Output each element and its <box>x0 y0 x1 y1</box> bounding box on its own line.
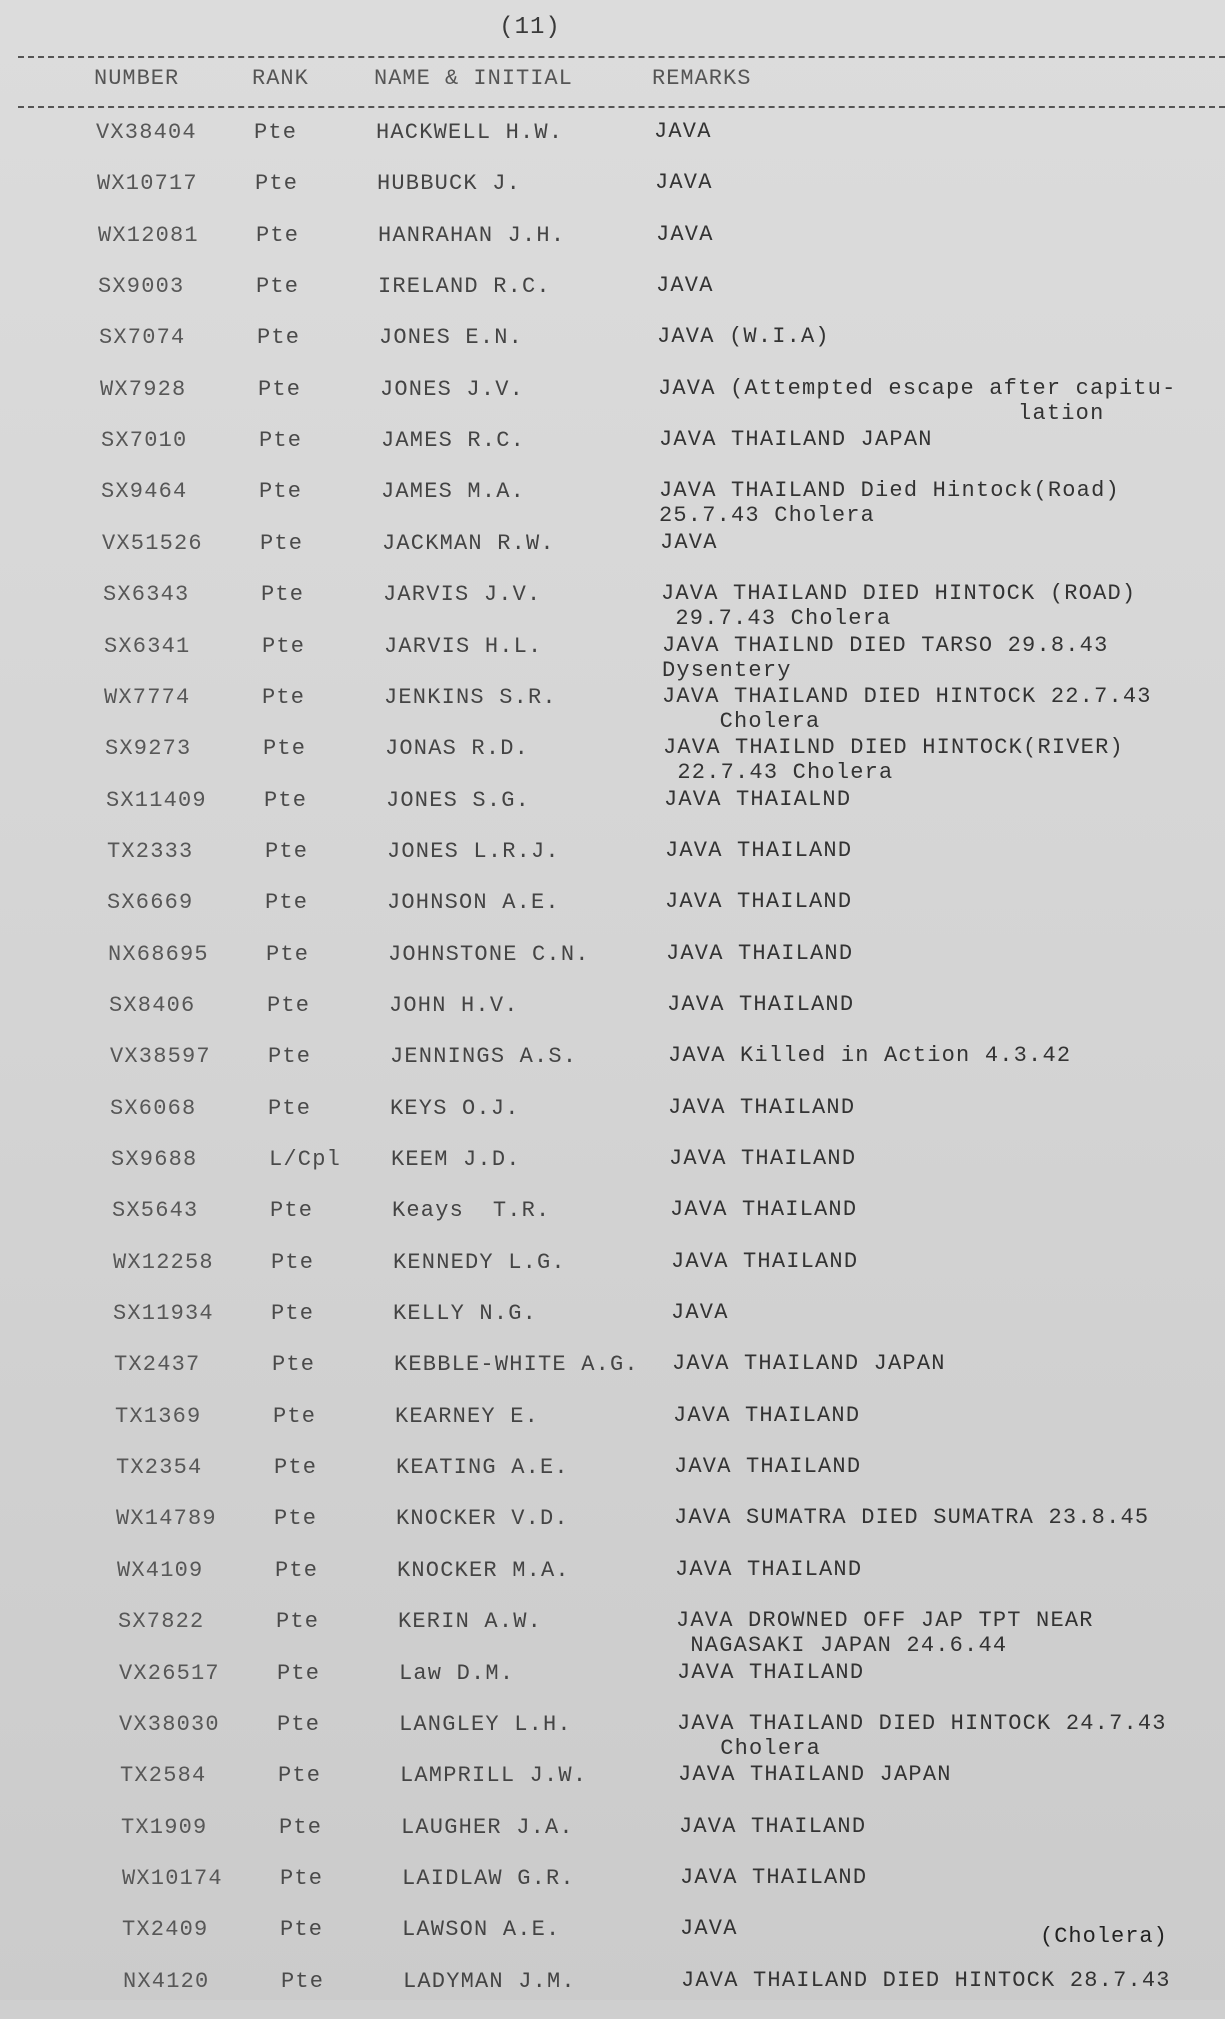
list-item <box>0 1198 1225 1248</box>
list-item <box>0 428 1225 478</box>
service-number: SX6669 <box>107 890 194 915</box>
name-initial: LANGLEY L.H. <box>399 1712 572 1737</box>
name-initial: JONES J.V. <box>380 377 525 402</box>
list-item <box>0 1096 1225 1146</box>
name-initial: IRELAND R.C. <box>378 274 551 299</box>
name-initial: KENNEDY L.G. <box>393 1250 566 1275</box>
remarks: JAVA THAILAND JAPAN <box>659 427 933 452</box>
service-number: SX9464 <box>101 479 188 504</box>
remarks: JAVA SUMATRA DIED SUMATRA 23.8.45 <box>674 1505 1150 1530</box>
service-number: TX2333 <box>107 839 194 864</box>
remarks: JAVA THAILAND <box>667 992 855 1017</box>
rank: Pte <box>280 1866 324 1891</box>
service-number: TX1369 <box>115 1404 202 1429</box>
rank: Pte <box>279 1815 323 1840</box>
service-number: WX4109 <box>117 1558 204 1583</box>
list-item <box>0 839 1225 889</box>
remarks: JAVA THAILAND <box>666 941 854 966</box>
rank: Pte <box>276 1609 320 1634</box>
rank: Pte <box>262 634 306 659</box>
service-number: WX12258 <box>113 1250 214 1275</box>
col-header-rank: RANK <box>252 66 309 91</box>
rank: Pte <box>259 428 303 453</box>
list-item <box>0 1404 1225 1454</box>
list-item <box>0 1609 1225 1659</box>
name-initial: HACKWELL H.W. <box>376 120 564 145</box>
name-initial: LAIDLAW G.R. <box>402 1866 575 1891</box>
list-item <box>0 1558 1225 1608</box>
list-item <box>0 736 1225 786</box>
service-number: TX2584 <box>120 1763 207 1788</box>
service-number: WX12081 <box>98 223 199 248</box>
remarks: JAVA <box>660 530 718 555</box>
remarks: JAVA <box>656 273 714 298</box>
remarks: JAVA <box>656 222 714 247</box>
service-number: SX9273 <box>105 736 192 761</box>
rank: Pte <box>254 120 298 145</box>
list-item <box>0 582 1225 632</box>
rank: Pte <box>256 223 300 248</box>
name-initial: JONAS R.D. <box>385 736 530 761</box>
remarks: JAVA THAILAND JAPAN <box>672 1351 946 1376</box>
service-number: TX2354 <box>116 1455 203 1480</box>
name-initial: JOHNSTONE C.N. <box>388 942 590 967</box>
remarks: JAVA THAILAND <box>677 1660 865 1685</box>
name-initial: KNOCKER V.D. <box>396 1506 569 1531</box>
rank: Pte <box>274 1506 318 1531</box>
rank: Pte <box>266 942 310 967</box>
service-number: SX6068 <box>110 1096 197 1121</box>
service-number: NX4120 <box>123 1969 210 1994</box>
rank: Pte <box>256 274 300 299</box>
remarks: JAVA THAILND DIED TARSO 29.8.43 Dysentery <box>662 633 1109 683</box>
list-item <box>0 1352 1225 1402</box>
header-top-rule <box>18 56 1225 58</box>
name-initial: JONES S.G. <box>386 788 531 813</box>
list-item <box>0 1455 1225 1505</box>
service-number: VX38404 <box>96 120 197 145</box>
remarks: JAVA THAILAND DIED HINTOCK 28.7.43 <box>681 1968 1171 1993</box>
service-number: WX14789 <box>116 1506 217 1531</box>
rank: Pte <box>268 1096 312 1121</box>
header-bottom-rule <box>18 106 1225 108</box>
name-initial: LAUGHER J.A. <box>401 1815 574 1840</box>
rank: Pte <box>259 479 303 504</box>
remarks: JAVA THAILAND Died Hintock(Road) 25.7.43 Cholera <box>659 478 1120 528</box>
remarks: JAVA THAILAND JAPAN <box>678 1762 952 1787</box>
remarks: JAVA (W.I.A) <box>657 324 830 349</box>
list-item <box>0 1712 1225 1762</box>
service-number: WX10174 <box>122 1866 223 1891</box>
remarks: JAVA THAILAND <box>669 1146 857 1171</box>
name-initial: LADYMAN J.M. <box>403 1969 576 1994</box>
name-initial: JENKINS S.R. <box>384 685 557 710</box>
name-initial: JONES L.R.J. <box>387 839 560 864</box>
list-item <box>0 1147 1225 1197</box>
service-number: WX7928 <box>100 377 187 402</box>
page-number: (11) <box>499 14 561 41</box>
list-item <box>0 942 1225 992</box>
rank: Pte <box>262 685 306 710</box>
service-number: VX38597 <box>110 1044 211 1069</box>
name-initial: KEATING A.E. <box>396 1455 569 1480</box>
name-initial: LAWSON A.E. <box>402 1917 561 1942</box>
service-number: SX6341 <box>104 634 191 659</box>
name-initial: JOHN H.V. <box>389 993 519 1018</box>
list-item <box>0 274 1225 324</box>
remarks: JAVA THAILAND <box>668 1095 856 1120</box>
remarks: JAVA THAILND DIED HINTOCK(RIVER) 22.7.43 Cholera <box>663 735 1124 785</box>
list-item <box>0 1301 1225 1351</box>
service-number: SX9003 <box>98 274 185 299</box>
service-number: SX7010 <box>101 428 188 453</box>
list-item <box>0 223 1225 273</box>
rank: Pte <box>255 171 299 196</box>
remarks: JAVA THAILAND <box>665 838 853 863</box>
remarks: JAVA THAILAND DIED HINTOCK (ROAD) 29.7.43 Cholera <box>661 581 1137 631</box>
name-initial: JOHNSON A.E. <box>387 890 560 915</box>
rank: Pte <box>261 582 305 607</box>
rank: Pte <box>274 1455 318 1480</box>
service-number: TX2409 <box>122 1917 209 1942</box>
name-initial: KEYS O.J. <box>390 1096 520 1121</box>
name-initial: KNOCKER M.A. <box>397 1558 570 1583</box>
service-number: VX38030 <box>119 1712 220 1737</box>
remarks: JAVA THAILAND <box>679 1814 867 1839</box>
service-number: SX5643 <box>112 1198 199 1223</box>
col-header-name: NAME & INITIAL <box>374 66 573 91</box>
rank: Pte <box>265 839 309 864</box>
name-initial: JACKMAN R.W. <box>382 531 555 556</box>
col-header-remarks: REMARKS <box>652 66 752 91</box>
name-initial: KEARNEY E. <box>395 1404 540 1429</box>
list-item <box>0 788 1225 838</box>
name-initial: JAMES R.C. <box>381 428 526 453</box>
col-header-number: NUMBER <box>94 66 180 91</box>
name-initial: JENNINGS A.S. <box>390 1044 578 1069</box>
list-item <box>0 1506 1225 1556</box>
service-number: SX9688 <box>111 1147 198 1172</box>
remarks: JAVA <box>680 1916 738 1941</box>
remarks: JAVA THAILAND <box>673 1403 861 1428</box>
list-item <box>0 1044 1225 1094</box>
service-number: SX11409 <box>106 788 207 813</box>
name-initial: JARVIS J.V. <box>383 582 542 607</box>
name-initial: JARVIS H.L. <box>384 634 543 659</box>
rank: L/Cpl <box>269 1147 342 1172</box>
remarks: JAVA THAILAND DIED HINTOCK 24.7.43 Cholera <box>677 1711 1167 1761</box>
service-number: SX6343 <box>103 582 190 607</box>
service-number: SX11934 <box>113 1301 214 1326</box>
service-number: TX1909 <box>121 1815 208 1840</box>
remarks: JAVA <box>671 1300 729 1325</box>
list-item <box>0 1815 1225 1865</box>
service-number: WX7774 <box>104 685 191 710</box>
rank: Pte <box>272 1352 316 1377</box>
service-number: NX68695 <box>108 942 209 967</box>
service-number: WX10717 <box>97 171 198 196</box>
name-initial: Keays T.R. <box>392 1198 551 1223</box>
rank: Pte <box>270 1198 314 1223</box>
rank: Pte <box>281 1969 325 1994</box>
remarks: JAVA THAILAND <box>675 1557 863 1582</box>
rank: Pte <box>258 377 302 402</box>
list-item <box>0 993 1225 1043</box>
remarks: JAVA THAILAND <box>665 889 853 914</box>
remarks: JAVA (Attempted escape after capitu- lation <box>658 376 1177 426</box>
remarks: JAVA THAILAND <box>680 1865 868 1890</box>
rank: Pte <box>278 1763 322 1788</box>
rank: Pte <box>265 890 309 915</box>
remarks: JAVA THAILAND <box>671 1249 859 1274</box>
name-initial: JAMES M.A. <box>381 479 526 504</box>
rank: Pte <box>264 788 308 813</box>
rank: Pte <box>263 736 307 761</box>
rank: Pte <box>277 1661 321 1686</box>
list-item <box>0 479 1225 529</box>
list-item <box>0 377 1225 427</box>
rank: Pte <box>280 1917 324 1942</box>
list-item <box>0 1250 1225 1300</box>
remarks: JAVA DROWNED OFF JAP TPT NEAR NAGASAKI JAPAN 24.6.44 <box>676 1608 1094 1658</box>
remarks: JAVA THAILAND <box>674 1454 862 1479</box>
list-item <box>0 634 1225 684</box>
name-initial: LAMPRILL J.W. <box>400 1763 588 1788</box>
rank: Pte <box>271 1301 315 1326</box>
name-initial: KEBBLE-WHITE A.G. <box>394 1352 639 1377</box>
list-item <box>0 1763 1225 1813</box>
name-initial: KEEM J.D. <box>391 1147 521 1172</box>
rank: Pte <box>268 1044 312 1069</box>
remarks: JAVA THAILAND DIED HINTOCK 22.7.43 Cholera <box>662 684 1152 734</box>
rank: Pte <box>275 1558 319 1583</box>
remarks: JAVA Killed in Action 4.3.42 <box>668 1043 1072 1068</box>
name-initial: KERIN A.W. <box>398 1609 543 1634</box>
service-number: VX51526 <box>102 531 203 556</box>
service-number: VX26517 <box>119 1661 220 1686</box>
name-initial: KELLY N.G. <box>393 1301 538 1326</box>
list-item <box>0 120 1225 170</box>
service-number: SX7822 <box>118 1609 205 1634</box>
list-item <box>0 890 1225 940</box>
name-initial: HANRAHAN J.H. <box>378 223 566 248</box>
rank: Pte <box>277 1712 321 1737</box>
list-item <box>0 325 1225 375</box>
rank: Pte <box>273 1404 317 1429</box>
service-number: SX8406 <box>109 993 196 1018</box>
service-number: TX2437 <box>114 1352 201 1377</box>
rank: Pte <box>260 531 304 556</box>
list-item <box>0 171 1225 221</box>
name-initial: Law D.M. <box>399 1661 515 1686</box>
list-item <box>0 1969 1225 2019</box>
list-item <box>0 1866 1225 1916</box>
cholera-note: (Cholera) <box>1040 1924 1168 1949</box>
rank: Pte <box>267 993 311 1018</box>
remarks: JAVA THAIALND <box>664 787 852 812</box>
rank: Pte <box>257 325 301 350</box>
name-initial: JONES E.N. <box>379 325 524 350</box>
list-item <box>0 531 1225 581</box>
remarks: JAVA <box>654 119 712 144</box>
service-number: SX7074 <box>99 325 186 350</box>
list-item <box>0 685 1225 735</box>
remarks: JAVA <box>655 170 713 195</box>
list-item <box>0 1661 1225 1711</box>
name-initial: HUBBUCK J. <box>377 171 522 196</box>
remarks: JAVA THAILAND <box>670 1197 858 1222</box>
rank: Pte <box>271 1250 315 1275</box>
